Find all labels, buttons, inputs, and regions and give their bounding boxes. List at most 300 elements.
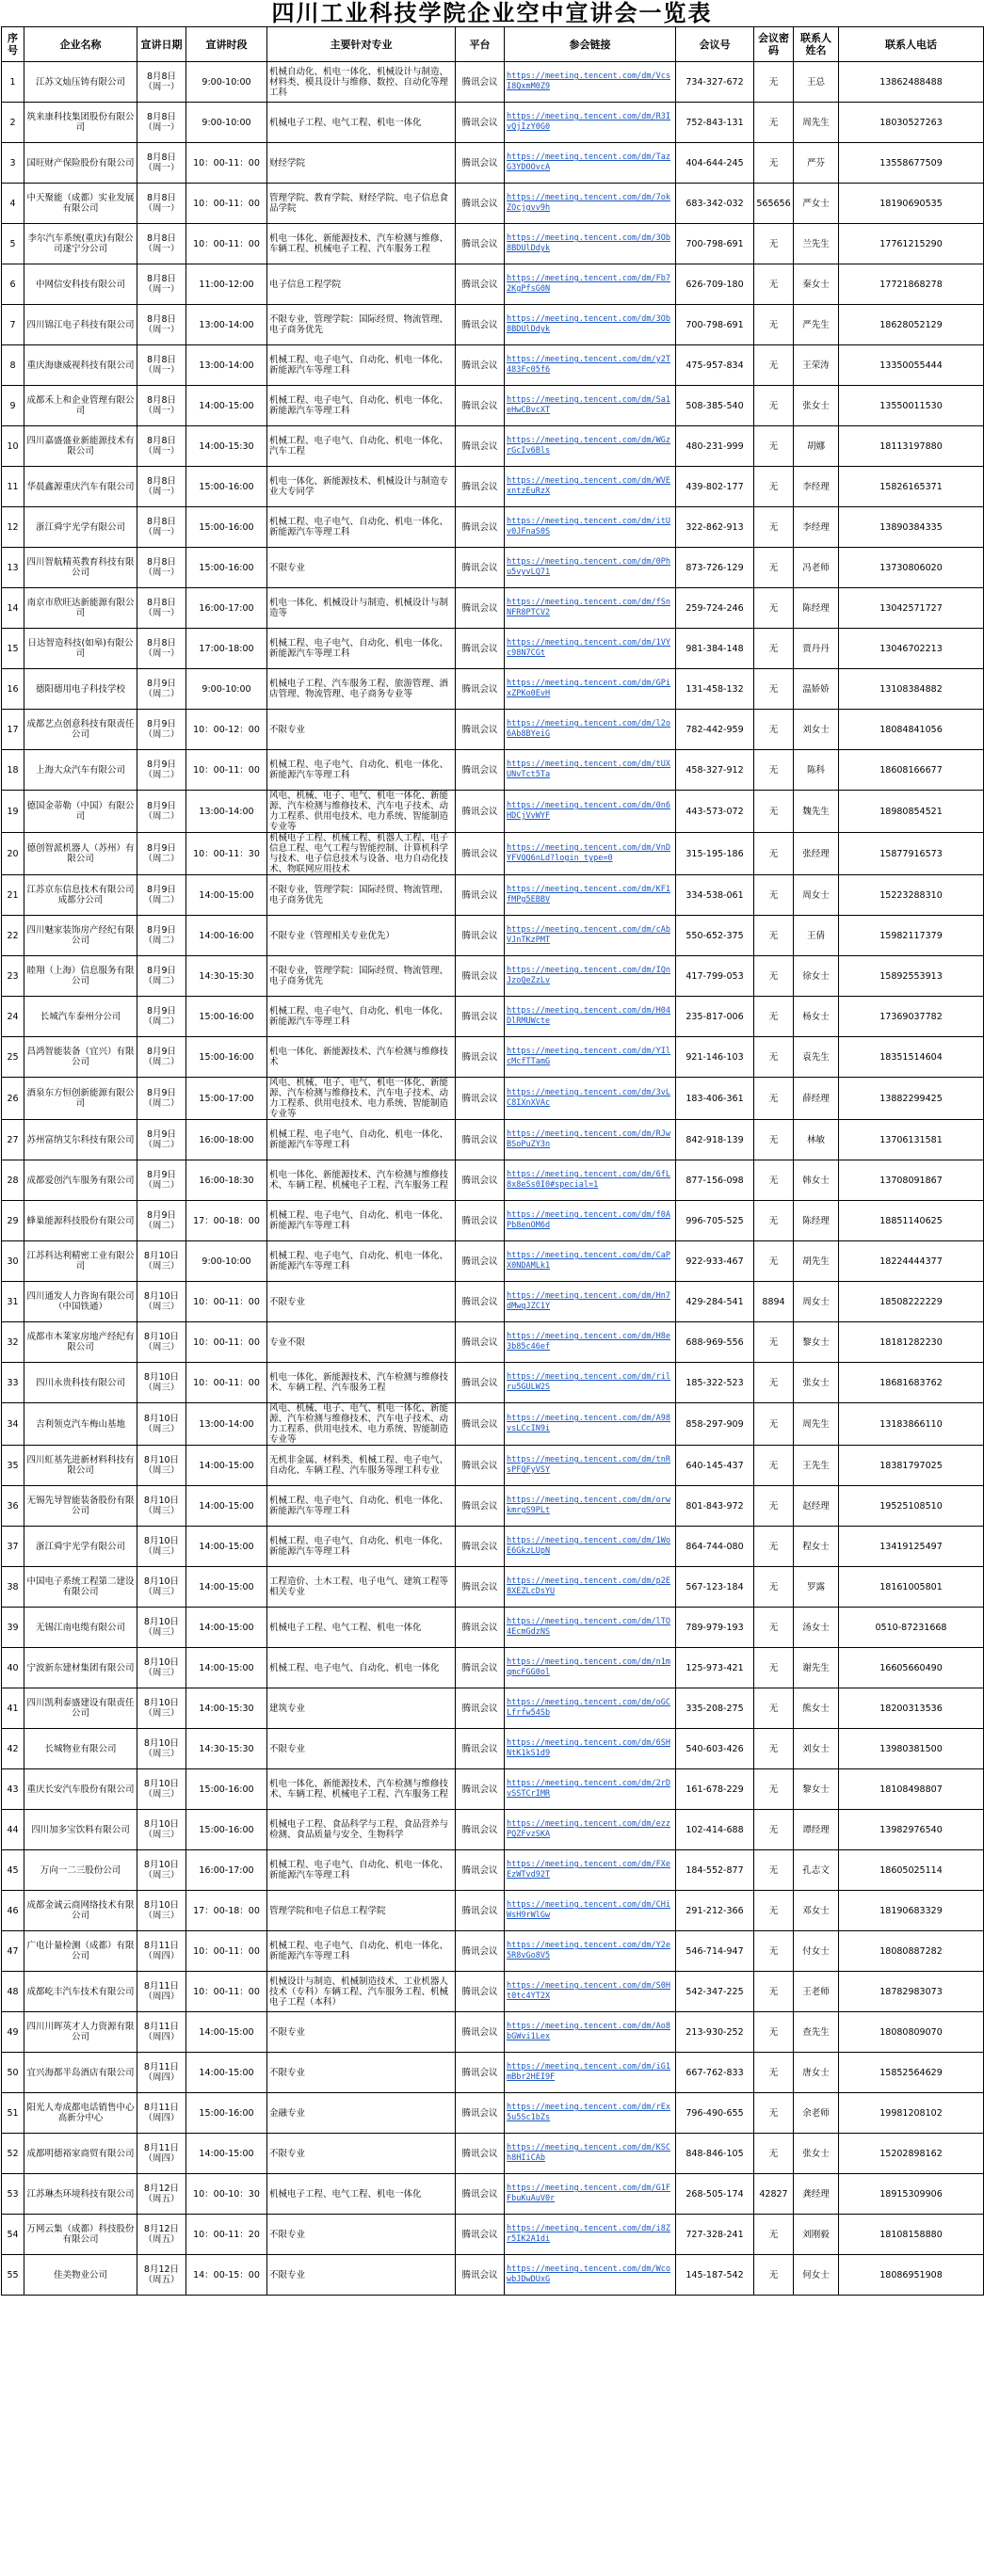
table-row	[2, 184, 984, 224]
cell-date: 8月11日（周四）	[137, 1931, 186, 1972]
cell-meeting-id: 667-762-833	[676, 2053, 754, 2093]
cell-meeting-password: 无	[754, 264, 794, 305]
cell-time-slot: 15:00-16:00	[186, 1769, 267, 1810]
cell-date: 8月11日（周四）	[137, 2053, 186, 2093]
cell-time-slot: 10：00-11：00	[186, 143, 267, 184]
cell-meeting-link[interactable]: https://meeting.tencent.com/dm/WcowbJDwDUxG	[505, 2255, 676, 2296]
cell-company-name: 日达智造科技(如皋)有限公司	[24, 629, 137, 669]
cell-meeting-password: 无	[754, 305, 794, 345]
cell-meeting-link[interactable]: https://meeting.tencent.com/dm/rilru5GULW2S	[505, 1363, 676, 1403]
cell-contact-name: 龚经理	[794, 2174, 839, 2215]
cell-date: 8月9日（周二）	[137, 1160, 186, 1201]
cell-contact-name: 陈经理	[794, 588, 839, 629]
cell-contact-phone: 15852564629	[839, 2053, 984, 2093]
cell-contact-phone: 13550011530	[839, 386, 984, 426]
cell-meeting-id: 873-726-129	[676, 548, 754, 588]
cell-company-name: 广电计量检测（成都）有限公司	[24, 1931, 137, 1972]
column-header-time-slot: 宣讲时段	[186, 27, 267, 62]
cell-meeting-link[interactable]: https://meeting.tencent.com/dm/H8e3b85c46ef	[505, 1322, 676, 1363]
cell-time-slot: 9:00-10:00	[186, 62, 267, 103]
cell-contact-phone: 15202898162	[839, 2134, 984, 2174]
cell-platform: 腾讯会议	[456, 507, 505, 548]
cell-meeting-id: 734-327-672	[676, 62, 754, 103]
cell-company-name: 成都屹丰汽车技术有限公司	[24, 1972, 137, 2012]
cell-index: 44	[2, 1810, 24, 1850]
cell-contact-phone: 13350055444	[839, 345, 984, 386]
cell-index: 33	[2, 1363, 24, 1403]
cell-meeting-link[interactable]: https://meeting.tencent.com/dm/0Phu5vyvLQ71	[505, 548, 676, 588]
cell-index: 54	[2, 2215, 24, 2255]
cell-target-majors: 工程造价、土木工程、电子电气、建筑工程等相关专业	[267, 1567, 456, 1608]
cell-index: 13	[2, 548, 24, 588]
cell-contact-phone: 17369037782	[839, 997, 984, 1037]
cell-meeting-link[interactable]: https://meeting.tencent.com/dm/GPixZPKo0EvH	[505, 669, 676, 710]
cell-time-slot: 16:00-17:00	[186, 588, 267, 629]
cell-meeting-id: 789-979-193	[676, 1608, 754, 1648]
cell-index: 25	[2, 1037, 24, 1078]
cell-date: 8月9日（周二）	[137, 1037, 186, 1078]
cell-company-name: 浙江舜宇光学有限公司	[24, 1527, 137, 1567]
cell-time-slot: 10：00-11：00	[186, 184, 267, 224]
cell-target-majors: 不限专业	[267, 2255, 456, 2296]
cell-meeting-link[interactable]: https://meeting.tencent.com/dm/1WoE6GkzLUpN	[505, 1527, 676, 1567]
cell-meeting-link[interactable]: https://meeting.tencent.com/dm/lTO4EcmGdzNS	[505, 1608, 676, 1648]
cell-meeting-id: 439-802-177	[676, 467, 754, 507]
cell-platform: 腾讯会议	[456, 2134, 505, 2174]
cell-meeting-link[interactable]: https://meeting.tencent.com/dm/H04DlRMUWcte	[505, 997, 676, 1037]
cell-company-name: 筑来康科技集团股份有限公司	[24, 103, 137, 143]
cell-meeting-password: 无	[754, 1648, 794, 1688]
cell-target-majors: 不限专业，管理学院：国际经贸、物流管理、电子商务优先	[267, 875, 456, 916]
cell-target-majors: 机械电子工程、电气工程、机电一体化	[267, 103, 456, 143]
cell-target-majors: 机械工程、电子电气、自动化、机电一体化、新能源汽车等理工科	[267, 750, 456, 791]
cell-date: 8月10日（周三）	[137, 1241, 186, 1282]
cell-meeting-id: 542-347-225	[676, 1972, 754, 2012]
table-row	[2, 956, 984, 997]
table-row	[2, 1201, 984, 1241]
cell-meeting-id: 683-342-032	[676, 184, 754, 224]
cell-meeting-id: 688-969-556	[676, 1322, 754, 1363]
cell-time-slot: 13:00-14:00	[186, 345, 267, 386]
cell-platform: 腾讯会议	[456, 956, 505, 997]
cell-date: 8月11日（周四）	[137, 2134, 186, 2174]
cell-meeting-password: 无	[754, 1322, 794, 1363]
cell-time-slot: 14:00-15:00	[186, 2053, 267, 2093]
cell-date: 8月10日（周三）	[137, 1527, 186, 1567]
cell-meeting-link[interactable]: https://meeting.tencent.com/dm/cAbVJnTKzPMT	[505, 916, 676, 956]
table-row	[2, 62, 984, 103]
cell-meeting-password: 无	[754, 2134, 794, 2174]
cell-contact-name: 林敏	[794, 1120, 839, 1160]
cell-meeting-password: 无	[754, 629, 794, 669]
cell-date: 8月8日（周一）	[137, 224, 186, 264]
cell-meeting-link[interactable]: https://meeting.tencent.com/dm/1VYc98N7CGt	[505, 629, 676, 669]
table-row	[2, 1648, 984, 1688]
cell-company-name: 长城物业有限公司	[24, 1729, 137, 1769]
cell-meeting-link[interactable]: https://meeting.tencent.com/dm/tnRsPFQFyVSY	[505, 1446, 676, 1486]
cell-index: 26	[2, 1078, 24, 1120]
cell-company-name: 四川通发人力咨询有限公司（中国铁通）	[24, 1282, 137, 1322]
cell-meeting-password: 无	[754, 916, 794, 956]
cell-target-majors: 建筑专业	[267, 1688, 456, 1729]
cell-meeting-link[interactable]: https://meeting.tencent.com/dm/oGCLfrfw54Sb	[505, 1688, 676, 1729]
cell-meeting-link[interactable]: https://meeting.tencent.com/dm/RJwBSoPuZY3n	[505, 1120, 676, 1160]
cell-target-majors: 管理学院、教育学院、财经学院、电子信息食品学院	[267, 184, 456, 224]
cell-company-name: 佳美物业公司	[24, 2255, 137, 2296]
cell-platform: 腾讯会议	[456, 1648, 505, 1688]
cell-meeting-password: 无	[754, 1363, 794, 1403]
cell-target-majors: 不限专业	[267, 2012, 456, 2053]
cell-company-name: 四川川晖英才人力资源有限公司	[24, 2012, 137, 2053]
table-row	[2, 997, 984, 1037]
cell-company-name: 苏州富纳艾尔科技有限公司	[24, 1120, 137, 1160]
cell-contact-phone: 17721868278	[839, 264, 984, 305]
cell-company-name: 长城汽车泰州分公司	[24, 997, 137, 1037]
cell-meeting-password: 无	[754, 103, 794, 143]
cell-time-slot: 10：00-11：20	[186, 2215, 267, 2255]
cell-meeting-password: 无	[754, 386, 794, 426]
cell-contact-name: 胡娜	[794, 426, 839, 467]
cell-meeting-link[interactable]: https://meeting.tencent.com/dm/VnDYFVQQ6nLd?login_type=0	[505, 833, 676, 875]
table-row	[2, 1446, 984, 1486]
cell-meeting-link[interactable]: https://meeting.tencent.com/dm/7okZOcjgvv9h	[505, 184, 676, 224]
cell-meeting-id: 842-918-139	[676, 1120, 754, 1160]
cell-meeting-link[interactable]: https://meeting.tencent.com/dm/2rDvSSTCrIMR	[505, 1769, 676, 1810]
cell-target-majors: 机械工程、电子电气、自动化、机电一体化、新能源汽车等理工科	[267, 1527, 456, 1567]
cell-meeting-id: 102-414-688	[676, 1810, 754, 1850]
cell-meeting-link[interactable]: https://meeting.tencent.com/dm/fSnNFR8PTCV2	[505, 588, 676, 629]
cell-meeting-link[interactable]: https://meeting.tencent.com/dm/FXeEzWTvd92T	[505, 1850, 676, 1891]
cell-meeting-link[interactable]: https://meeting.tencent.com/dm/CaPX0NDAMLk1	[505, 1241, 676, 1282]
cell-index: 45	[2, 1850, 24, 1891]
cell-time-slot: 16:00-18:00	[186, 1120, 267, 1160]
cell-date: 8月10日（周三）	[137, 1891, 186, 1931]
cell-company-name: 中国电子系统工程第二建设有限公司	[24, 1567, 137, 1608]
cell-company-name: 江苏琳杰环境科技有限公司	[24, 2174, 137, 2215]
cell-meeting-id: 981-384-148	[676, 629, 754, 669]
cell-meeting-password: 无	[754, 956, 794, 997]
cell-date: 8月11日（周四）	[137, 2093, 186, 2134]
table-row	[2, 1891, 984, 1931]
table-row	[2, 1688, 984, 1729]
cell-meeting-id: 322-862-913	[676, 507, 754, 548]
cell-time-slot: 10：00-11：00	[186, 750, 267, 791]
cell-contact-phone: 15223288310	[839, 875, 984, 916]
cell-date: 8月10日（周三）	[137, 1648, 186, 1688]
cell-meeting-link[interactable]: https://meeting.tencent.com/dm/y2T483Fc05f6	[505, 345, 676, 386]
table-row	[2, 2215, 984, 2255]
cell-index: 32	[2, 1322, 24, 1363]
cell-meeting-link[interactable]: https://meeting.tencent.com/dm/orwkmrgS9PLt	[505, 1486, 676, 1527]
cell-platform: 腾讯会议	[456, 1241, 505, 1282]
cell-platform: 腾讯会议	[456, 1972, 505, 2012]
cell-meeting-link[interactable]: https://meeting.tencent.com/dm/VcsI8QxmM0Z9	[505, 62, 676, 103]
cell-meeting-link[interactable]: https://meeting.tencent.com/dm/WVExntzEuRzX	[505, 467, 676, 507]
cell-contact-phone: 18108498807	[839, 1769, 984, 1810]
cell-contact-name: 刘刚毅	[794, 2215, 839, 2255]
cell-company-name: 浙江舜宇光学有限公司	[24, 507, 137, 548]
cell-date: 8月10日（周三）	[137, 1363, 186, 1403]
cell-contact-name: 汤女士	[794, 1608, 839, 1648]
cell-meeting-password: 无	[754, 669, 794, 710]
cell-index: 8	[2, 345, 24, 386]
cell-contact-name: 孔志文	[794, 1850, 839, 1891]
cell-date: 8月10日（周三）	[137, 1282, 186, 1322]
cell-contact-phone: 18190683329	[839, 1891, 984, 1931]
cell-platform: 腾讯会议	[456, 143, 505, 184]
cell-meeting-link[interactable]: https://meeting.tencent.com/dm/3vLC8IXnXVAc	[505, 1078, 676, 1120]
cell-target-majors: 机电一体化、新能源技术、汽车检测与维修、车辆工程、机械电子工程、汽车服务工程	[267, 224, 456, 264]
cell-time-slot: 14:00-15:00	[186, 1648, 267, 1688]
cell-meeting-password: 无	[754, 833, 794, 875]
cell-target-majors: 金融专业	[267, 2093, 456, 2134]
cell-meeting-password: 无	[754, 62, 794, 103]
cell-platform: 腾讯会议	[456, 184, 505, 224]
cell-platform: 腾讯会议	[456, 1729, 505, 1769]
cell-meeting-password: 无	[754, 1850, 794, 1891]
cell-meeting-link[interactable]: https://meeting.tencent.com/dm/p2E8XEZLcDsYU	[505, 1567, 676, 1608]
cell-index: 43	[2, 1769, 24, 1810]
cell-target-majors: 财经学院	[267, 143, 456, 184]
table-row	[2, 2255, 984, 2296]
cell-meeting-id: 921-146-103	[676, 1037, 754, 1078]
cell-meeting-password: 无	[754, 1567, 794, 1608]
cell-contact-name: 余老师	[794, 2093, 839, 2134]
cell-target-majors: 不限专业	[267, 2134, 456, 2174]
cell-target-majors: 机械工程、电子电气、自动化、机电一体化、新能源汽车等理工科	[267, 997, 456, 1037]
cell-contact-phone: 18161005801	[839, 1567, 984, 1608]
cell-meeting-link[interactable]: https://meeting.tencent.com/dm/ezzPQZFvzSKA	[505, 1810, 676, 1850]
cell-platform: 腾讯会议	[456, 629, 505, 669]
cell-time-slot: 14:00-15:00	[186, 1446, 267, 1486]
cell-contact-name: 周先生	[794, 1403, 839, 1446]
cell-meeting-link[interactable]: https://meeting.tencent.com/dm/0n6HDCjVvWYF	[505, 791, 676, 833]
table-row	[2, 669, 984, 710]
cell-meeting-id: 752-843-131	[676, 103, 754, 143]
table-row	[2, 1931, 984, 1972]
cell-platform: 腾讯会议	[456, 305, 505, 345]
cell-index: 4	[2, 184, 24, 224]
cell-meeting-link[interactable]: https://meeting.tencent.com/dm/A98vsLCcIN9i	[505, 1403, 676, 1446]
cell-meeting-link[interactable]: https://meeting.tencent.com/dm/YIlcMcfTTamG	[505, 1037, 676, 1078]
cell-meeting-password: 无	[754, 1241, 794, 1282]
cell-index: 55	[2, 2255, 24, 2296]
cell-target-majors: 机械自动化、机电一体化、机械设计与制造、材料类、模具设计与维修、数控、自动化等理工科	[267, 62, 456, 103]
cell-company-name: 华晨鑫源重庆汽车有限公司	[24, 467, 137, 507]
cell-index: 12	[2, 507, 24, 548]
cell-meeting-link[interactable]: https://meeting.tencent.com/dm/S0Ht0tc4YT2X	[505, 1972, 676, 2012]
cell-meeting-password: 无	[754, 2093, 794, 2134]
cell-meeting-password: 565656	[754, 184, 794, 224]
cell-meeting-id: 183-406-361	[676, 1078, 754, 1120]
cell-contact-phone: 15877916573	[839, 833, 984, 875]
cell-time-slot: 14:00-15:00	[186, 1567, 267, 1608]
cell-meeting-id: 700-798-691	[676, 305, 754, 345]
cell-index: 29	[2, 1201, 24, 1241]
cell-company-name: 无锡先导智能装备股份有限公司	[24, 1486, 137, 1527]
cell-time-slot: 10：00-11：00	[186, 224, 267, 264]
cell-meeting-password: 无	[754, 1160, 794, 1201]
cell-meeting-link[interactable]: https://meeting.tencent.com/dm/iG1mBbr2HEI9F	[505, 2053, 676, 2093]
cell-company-name: 德阳德用电子科技学校	[24, 669, 137, 710]
cell-platform: 腾讯会议	[456, 2174, 505, 2215]
cell-time-slot: 14:00-16:00	[186, 916, 267, 956]
cell-meeting-id: 540-603-426	[676, 1729, 754, 1769]
cell-platform: 腾讯会议	[456, 224, 505, 264]
cell-meeting-password: 无	[754, 588, 794, 629]
cell-meeting-link[interactable]: https://meeting.tencent.com/dm/CHiWsH9rWlGw	[505, 1891, 676, 1931]
cell-time-slot: 10：00-11：00	[186, 1322, 267, 1363]
cell-contact-phone: 13183866110	[839, 1403, 984, 1446]
cell-platform: 腾讯会议	[456, 264, 505, 305]
table-row	[2, 1486, 984, 1527]
cell-date: 8月9日（周二）	[137, 1078, 186, 1120]
cell-meeting-password: 无	[754, 710, 794, 750]
cell-date: 8月12日（周五）	[137, 2255, 186, 2296]
cell-meeting-link[interactable]: https://meeting.tencent.com/dm/i8Zr5IK2A1di	[505, 2215, 676, 2255]
cell-index: 6	[2, 264, 24, 305]
cell-company-name: 重庆海康威视科技有限公司	[24, 345, 137, 386]
table-row	[2, 1282, 984, 1322]
cell-date: 8月9日（周二）	[137, 750, 186, 791]
cell-time-slot: 10：00-10：30	[186, 2174, 267, 2215]
cell-index: 40	[2, 1648, 24, 1688]
cell-index: 18	[2, 750, 24, 791]
cell-meeting-link[interactable]: https://meeting.tencent.com/dm/R3IvQjIzY0G0	[505, 103, 676, 143]
cell-platform: 腾讯会议	[456, 1078, 505, 1120]
cell-contact-name: 韩女士	[794, 1160, 839, 1201]
cell-contact-name: 李经理	[794, 507, 839, 548]
cell-company-name: 四川嘉盛盛业新能源技术有限公司	[24, 426, 137, 467]
cell-contact-phone: 18351514604	[839, 1037, 984, 1078]
cell-company-name: 昌鸿智能装备（宜兴）有限公司	[24, 1037, 137, 1078]
table-row	[2, 1403, 984, 1446]
cell-company-name: 四川永贵科技有限公司	[24, 1363, 137, 1403]
cell-meeting-password: 无	[754, 1037, 794, 1078]
cell-meeting-link[interactable]: https://meeting.tencent.com/dm/G1FFbuKuAuV0r	[505, 2174, 676, 2215]
cell-company-name: 万向一二三股份公司	[24, 1850, 137, 1891]
cell-contact-name: 查先生	[794, 2012, 839, 2053]
cell-time-slot: 16:00-17:00	[186, 1850, 267, 1891]
cell-meeting-id: 508-385-540	[676, 386, 754, 426]
cell-meeting-link[interactable]: https://meeting.tencent.com/dm/tUXUNvTct5Ta	[505, 750, 676, 791]
cell-meeting-id: 640-145-437	[676, 1446, 754, 1486]
cell-contact-name: 严先生	[794, 305, 839, 345]
cell-platform: 腾讯会议	[456, 1363, 505, 1403]
cell-meeting-password: 无	[754, 1078, 794, 1120]
cell-meeting-link[interactable]: https://meeting.tencent.com/dm/Fb72KgPfsG0N	[505, 264, 676, 305]
cell-date: 8月9日（周二）	[137, 1201, 186, 1241]
table-row	[2, 2174, 984, 2215]
cell-meeting-password: 无	[754, 875, 794, 916]
column-header-contact-name: 联系人姓名	[794, 27, 839, 62]
cell-platform: 腾讯会议	[456, 1486, 505, 1527]
cell-platform: 腾讯会议	[456, 1403, 505, 1446]
cell-contact-phone: 18080809070	[839, 2012, 984, 2053]
cell-company-name: 成都市木莱家房地产经纪有限公司	[24, 1322, 137, 1363]
cell-meeting-link[interactable]: https://meeting.tencent.com/dm/rEx5u5Sc1bZs	[505, 2093, 676, 2134]
cell-meeting-link[interactable]: https://meeting.tencent.com/dm/TazG3YDOOvcA	[505, 143, 676, 184]
cell-contact-name: 何女士	[794, 2255, 839, 2296]
cell-meeting-password: 无	[754, 2255, 794, 2296]
cell-platform: 腾讯会议	[456, 1446, 505, 1486]
cell-time-slot: 15:00-16:00	[186, 548, 267, 588]
cell-meeting-link[interactable]: https://meeting.tencent.com/dm/f0APb8enOM6d	[505, 1201, 676, 1241]
cell-meeting-id: 145-187-542	[676, 2255, 754, 2296]
cell-time-slot: 14：00-15：00	[186, 2255, 267, 2296]
cell-contact-phone: 13882299425	[839, 1078, 984, 1120]
cell-contact-phone: 18605025114	[839, 1850, 984, 1891]
cell-meeting-link[interactable]: https://meeting.tencent.com/dm/3Ob8BDUlDdyk	[505, 305, 676, 345]
cell-company-name: 国旺财产保险股份有限公司	[24, 143, 137, 184]
cell-meeting-link[interactable]: https://meeting.tencent.com/dm/Y2e5R8vGo8V5	[505, 1931, 676, 1972]
table-row	[2, 629, 984, 669]
cell-contact-phone: 13706131581	[839, 1120, 984, 1160]
cell-company-name: 江苏京东信息技术有限公司成都分公司	[24, 875, 137, 916]
cell-meeting-link[interactable]: https://meeting.tencent.com/dm/n1mqmcFGG0ol	[505, 1648, 676, 1688]
cell-target-majors: 电子信息工程学院	[267, 264, 456, 305]
cell-date: 8月9日（周二）	[137, 669, 186, 710]
cell-company-name: 宁波新东建材集团有限公司	[24, 1648, 137, 1688]
cell-meeting-password: 无	[754, 1527, 794, 1567]
cell-meeting-id: 864-744-080	[676, 1527, 754, 1567]
cell-index: 24	[2, 997, 24, 1037]
cell-date: 8月8日（周一）	[137, 467, 186, 507]
cell-meeting-link[interactable]: https://meeting.tencent.com/dm/KSCh8HIiCAb	[505, 2134, 676, 2174]
cell-time-slot: 15:00-16:00	[186, 1810, 267, 1850]
cell-contact-name: 黎女士	[794, 1769, 839, 1810]
cell-meeting-link[interactable]: https://meeting.tencent.com/dm/KF1fMPg5EBBV	[505, 875, 676, 916]
table-row	[2, 1729, 984, 1769]
cell-meeting-link[interactable]: https://meeting.tencent.com/dm/IQnJzoQeZzLv	[505, 956, 676, 997]
cell-platform: 腾讯会议	[456, 62, 505, 103]
cell-platform: 腾讯会议	[456, 833, 505, 875]
cell-platform: 腾讯会议	[456, 1322, 505, 1363]
cell-meeting-link[interactable]: https://meeting.tencent.com/dm/WGzrGcIv6Bls	[505, 426, 676, 467]
cell-meeting-link[interactable]: https://meeting.tencent.com/dm/3Ob8BDUlDdyk	[505, 224, 676, 264]
cell-target-majors: 不限专业	[267, 2053, 456, 2093]
cell-contact-name: 罗露	[794, 1567, 839, 1608]
cell-time-slot: 17：00-18：00	[186, 1891, 267, 1931]
cell-time-slot: 15:00-16:00	[186, 997, 267, 1037]
column-header-company-name: 企业名称	[24, 27, 137, 62]
cell-date: 8月9日（周二）	[137, 833, 186, 875]
cell-contact-name: 刘女士	[794, 1729, 839, 1769]
cell-meeting-link[interactable]: https://meeting.tencent.com/dm/Sa1eHwCBvcXT	[505, 386, 676, 426]
table-row	[2, 1769, 984, 1810]
cell-contact-name: 张女士	[794, 386, 839, 426]
cell-meeting-link[interactable]: https://meeting.tencent.com/dm/6SHNtK1kS1d9	[505, 1729, 676, 1769]
cell-company-name: 重庆长安汽车股份有限公司	[24, 1769, 137, 1810]
cell-time-slot: 14:00-15:00	[186, 1608, 267, 1648]
cell-index: 41	[2, 1688, 24, 1729]
cell-meeting-link[interactable]: https://meeting.tencent.com/dm/itUv0JFnaS0S	[505, 507, 676, 548]
cell-platform: 腾讯会议	[456, 669, 505, 710]
cell-meeting-link[interactable]: https://meeting.tencent.com/dm/Ao8bGWvi1Lex	[505, 2012, 676, 2053]
page-title: 四川工业科技学院企业空中宣讲会一览表	[271, 0, 713, 26]
cell-target-majors: 管理学院和电子信息工程学院	[267, 1891, 456, 1931]
cell-meeting-link[interactable]: https://meeting.tencent.com/dm/Hn7dMwqJZC1Y	[505, 1282, 676, 1322]
cell-meeting-link[interactable]: https://meeting.tencent.com/dm/6fL8x8eSs0I0#special=1	[505, 1160, 676, 1201]
cell-contact-phone: 18084841056	[839, 710, 984, 750]
table-row	[2, 1527, 984, 1567]
cell-meeting-password: 无	[754, 2053, 794, 2093]
cell-contact-phone: 0510-87231668	[839, 1608, 984, 1648]
cell-contact-phone: 18851140625	[839, 1201, 984, 1241]
cell-date: 8月9日（周二）	[137, 1120, 186, 1160]
cell-time-slot: 14:30-15:30	[186, 1729, 267, 1769]
cell-meeting-link[interactable]: https://meeting.tencent.com/dm/l2o6Ab8BYeiG	[505, 710, 676, 750]
